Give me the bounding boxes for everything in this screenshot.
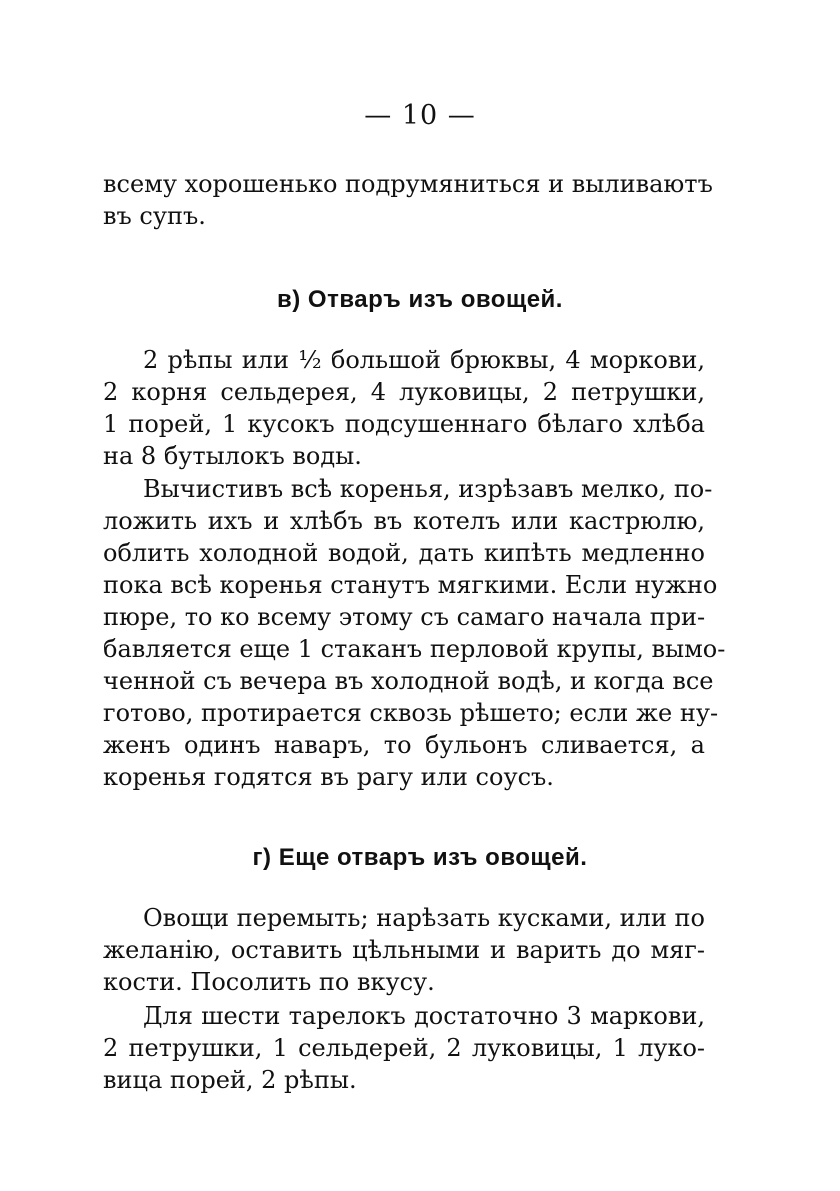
- text-line: ложить ихъ и хлѣбъ въ котелъ или кастрюлю,: [103, 507, 705, 535]
- text-line: женъ одинъ наваръ, то бульонъ сливается, а: [103, 731, 705, 759]
- text-line: облить холодной водой, дать кипѣть медленно: [103, 539, 705, 567]
- page-number: — 10 —: [364, 100, 476, 131]
- text-line: Овощи перемыть; нарѣзать кусками, или по: [143, 904, 705, 932]
- text-line: ченной съ вечера въ холодной водѣ, и когда все: [103, 667, 714, 695]
- text-line: въ супъ.: [103, 202, 206, 230]
- text-line: 2 петрушки, 1 сельдерей, 2 луковицы, 1 луко-: [103, 1034, 705, 1062]
- text-line: желанію, оставить цѣльными и варить до мяг-: [103, 936, 705, 964]
- text-line: всему хорошенько подрумяниться и выливаютъ: [103, 170, 713, 198]
- text-line: вица порей, 2 рѣпы.: [103, 1066, 357, 1094]
- text-line: пока всѣ коренья станутъ мягкими. Если нужно: [103, 571, 718, 599]
- section-heading-g: г) Еще отваръ изъ овощей.: [252, 844, 588, 871]
- text-line: 1 порей, 1 кусокъ подсушеннаго бѣлаго хлѣба: [103, 410, 705, 438]
- text-line: на 8 бутылокъ воды.: [103, 442, 362, 470]
- text-line: бавляется еще 1 стаканъ перловой крупы, вымо-: [103, 635, 726, 663]
- text-line: пюре, то ко всему этому съ самаго начала при-: [103, 603, 706, 631]
- text-line: готово, протирается сквозь рѣшето; если же ну-: [103, 699, 719, 727]
- text-line: 2 корня сельдерея, 4 луковицы, 2 петрушки,: [103, 378, 705, 406]
- text-line: Для шести тарелокъ достаточно 3 маркови,: [143, 1002, 705, 1030]
- text-line: кости. Посолить по вкусу.: [103, 968, 435, 996]
- text-line: Вычистивъ всѣ коренья, изрѣзавъ мелко, по-: [143, 475, 713, 503]
- section-heading-v: в) Отваръ изъ овощей.: [277, 286, 563, 313]
- text-line: коренья годятся въ рагу или соусъ.: [103, 763, 554, 791]
- text-line: 2 рѣпы или ½ большой брюквы, 4 моркови,: [143, 346, 705, 374]
